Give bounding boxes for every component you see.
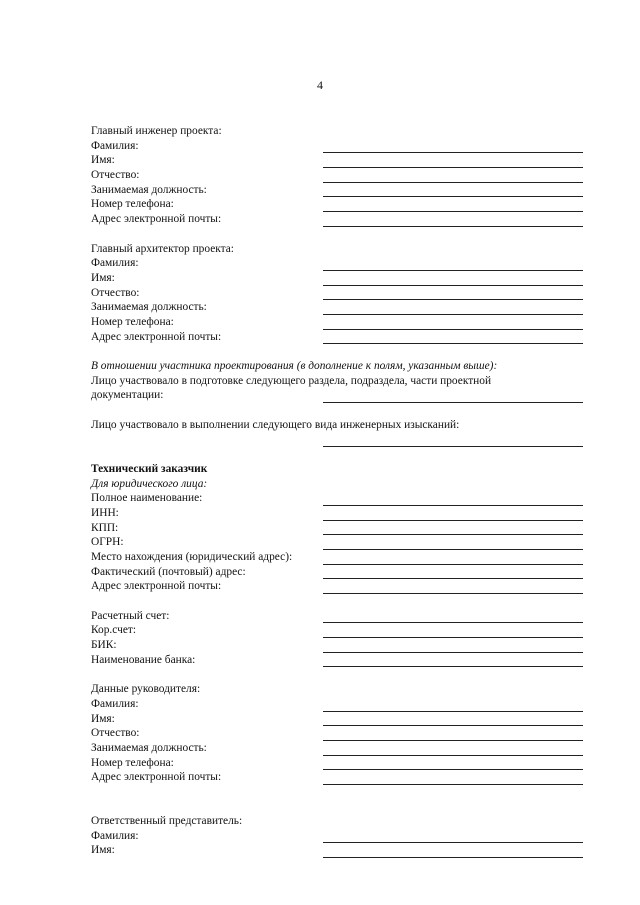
field-label: КПП: [91, 521, 119, 534]
field-label: Место нахождения (юридический адрес): [91, 550, 293, 563]
field-label: Наименование банка: [91, 653, 196, 666]
field-label: Номер телефона: [91, 756, 174, 769]
representative-title: Ответственный представитель: [91, 814, 243, 827]
form-field-row [91, 521, 583, 536]
field-label: Фамилия: [91, 139, 139, 152]
field-label: Адрес электронной почты: [91, 771, 222, 784]
form-field-row [91, 829, 583, 844]
form-field-row [91, 197, 583, 212]
form-field-row [91, 315, 583, 330]
form-field-row [91, 623, 583, 638]
fill-line[interactable] [323, 857, 583, 858]
field-label: Адрес электронной почты: [91, 330, 222, 343]
form-field-row [91, 741, 583, 756]
field-label: Имя: [91, 712, 115, 725]
form-field-row [91, 153, 583, 168]
form-field-row [91, 256, 583, 271]
form-field-row [91, 726, 583, 741]
page-number: 4 [317, 78, 323, 92]
form-field-row [91, 388, 583, 403]
field-label: Адрес электронной почты: [91, 580, 222, 593]
form-field-row [91, 565, 583, 580]
form-field-row [91, 286, 583, 301]
form-field-row [91, 212, 583, 227]
chief-architect-title: Главный архитектор проекта: [91, 242, 234, 255]
field-label: Номер телефона: [91, 315, 174, 328]
form-field-row [91, 491, 583, 506]
field-label: Кор.счет: [91, 624, 137, 637]
form-field-row [91, 756, 583, 771]
field-label: Адрес электронной почты: [91, 213, 222, 226]
fill-line[interactable] [323, 666, 583, 667]
form-field-row [91, 697, 583, 712]
field-label: Фактический (почтовый) адрес: [91, 565, 246, 578]
chief-engineer-title: Главный инженер проекта: [91, 125, 222, 137]
field-label: Имя: [91, 271, 115, 284]
field-label: Расчетный счет: [91, 609, 170, 622]
form-field-row [91, 535, 583, 550]
form-field-row [91, 271, 583, 286]
field-label: БИК: [91, 639, 117, 652]
field-label: Имя: [91, 154, 115, 167]
form-field-row [91, 183, 583, 198]
survey-participation-text: Лицо участвовало в выполнении следующего вида инженерных изысканий: [91, 418, 460, 431]
technical-customer-title: Технический заказчик [91, 462, 208, 475]
form-field-row [91, 550, 583, 565]
field-label: Фамилия: [91, 257, 139, 270]
field-label: Фамилия: [91, 829, 139, 842]
fill-line[interactable] [323, 402, 583, 403]
field-label: документации: [91, 389, 164, 402]
field-label: Номер телефона: [91, 198, 174, 211]
field-label: ИНН: [91, 506, 119, 519]
form-field-row [91, 432, 583, 447]
fill-line[interactable] [323, 446, 583, 447]
fill-line[interactable] [323, 226, 583, 227]
field-label: Занимаемая должность: [91, 741, 207, 754]
field-label: Полное наименование: [91, 492, 203, 505]
form-field-row [91, 506, 583, 521]
form-field-row [91, 653, 583, 668]
field-label: Отчество: [91, 169, 140, 182]
field-label: Фамилия: [91, 697, 139, 710]
field-label: Отчество: [91, 727, 140, 740]
fill-line[interactable] [323, 343, 583, 344]
form-content [91, 124, 583, 858]
form-field-row [91, 843, 583, 858]
design-participant-note: В отношении участника проектирования (в дополнение к полям, указанным выше): [91, 360, 498, 372]
field-label: Имя: [91, 844, 115, 857]
form-field-row [91, 712, 583, 727]
form-field-row [91, 168, 583, 183]
head-data-title: Данные руководителя: [91, 683, 201, 696]
field-label: Занимаемая должность: [91, 183, 207, 196]
form-field-row [91, 609, 583, 624]
field-label: Занимаемая должность: [91, 301, 207, 314]
fill-line[interactable] [323, 784, 583, 785]
form-field-row [91, 638, 583, 653]
section-participation-text: Лицо участвовало в подготовке следующего раздела, подраздела, части проектной [91, 374, 492, 387]
form-field-row [91, 330, 583, 345]
fill-line[interactable] [323, 593, 583, 594]
field-label: ОГРН: [91, 536, 124, 549]
field-label: Отчество: [91, 286, 140, 299]
form-field-row [91, 300, 583, 315]
legal-entity-subtitle: Для юридического лица: [91, 477, 208, 490]
form-field-row [91, 770, 583, 785]
form-field-row [91, 579, 583, 594]
form-field-row [91, 139, 583, 154]
